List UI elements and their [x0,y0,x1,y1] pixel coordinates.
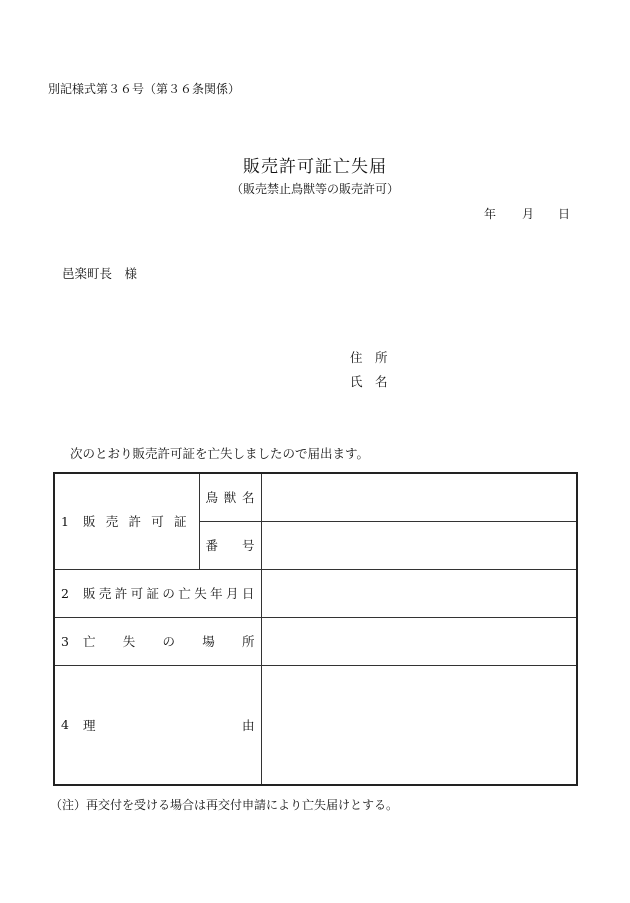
label-char: 番 [205,538,219,553]
label-char: 失 [122,634,136,649]
row3-number: 3 [61,633,69,649]
label-char: の [162,634,175,649]
permit-number-input-cell[interactable] [261,521,577,569]
label-char: 名 [241,490,255,506]
label-char: 証 [146,586,160,601]
number-label-cell [199,521,261,569]
document-subtitle: （販売禁止鳥獣等の販売許可） [230,182,399,196]
reason-input-cell[interactable] [261,665,577,785]
date-year-label: 年 [484,207,497,221]
date-day-label: 日 [558,207,571,221]
row2-number: 2 [61,585,69,601]
document-title: 販売許可証亡失届 [243,157,387,177]
label-char: 場 [202,634,215,649]
label-char: 獣 [223,490,237,506]
label-char: 亡 [82,634,96,649]
label-char: 年 [210,586,223,601]
row4-number: 4 [61,717,69,733]
row1-number: 1 [61,513,69,529]
label-char: 失 [194,586,207,601]
label-char: 販 [82,514,96,530]
label-char: 由 [241,717,255,733]
label-char: 販 [82,586,96,601]
footnote: （注）再交付を受ける場合は再交付申請により亡失届けとする。 [50,798,399,812]
row2-label-cell [54,569,261,617]
label-char: 亡 [178,586,191,601]
label-char: 売 [98,586,112,601]
notification-table [53,472,578,786]
row1-label-cell [54,473,199,569]
label-char: 月 [225,586,239,601]
species-label-cell [199,473,261,521]
loss-place-input-cell[interactable] [261,617,577,665]
label-char: 可 [130,586,144,601]
label-char: 号 [241,538,255,553]
species-input-cell[interactable] [261,473,577,521]
label-char: 売 [105,514,119,530]
form-number: 別記様式第３６号（第３６条関係） [48,82,241,96]
label-char: 許 [114,586,128,601]
date-month-label: 月 [522,207,535,221]
addressee: 邑楽町長 様 [62,266,138,281]
label-char: 所 [241,634,255,649]
row3-label-cell [54,617,261,665]
label-char: 日 [241,586,255,601]
address-label: 住 所 [350,350,388,365]
label-char: の [162,586,175,601]
name-label: 氏 名 [350,374,388,389]
label-char: 鳥 [205,490,219,506]
intro-text: 次のとおり販売許可証を亡失しましたので届出ます。 [70,446,370,461]
label-char: 可 [151,514,164,530]
loss-date-input-cell[interactable] [261,569,577,617]
label-char: 証 [173,514,187,530]
label-char: 許 [128,514,141,530]
row4-label-cell [54,665,261,785]
label-char: 理 [82,717,96,733]
